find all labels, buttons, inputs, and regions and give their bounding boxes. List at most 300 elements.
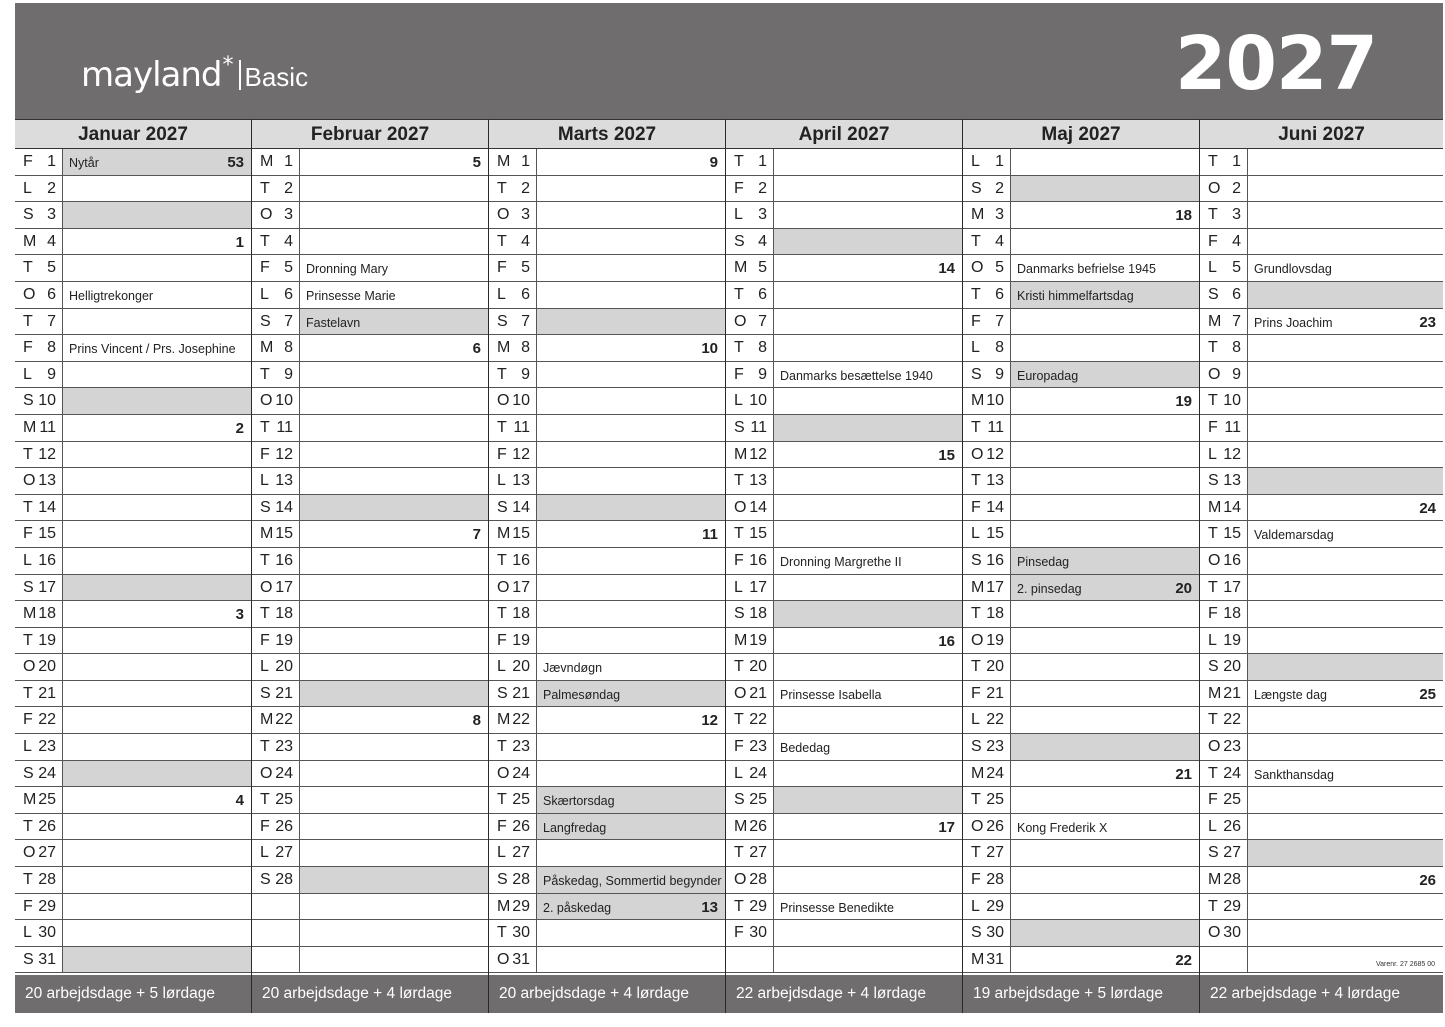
day-number: 27 — [275, 844, 293, 862]
weekday-letter: S — [260, 871, 271, 889]
day-row — [726, 495, 962, 522]
day-row — [489, 894, 725, 921]
day-cell — [726, 335, 774, 361]
weekday-letter: T — [734, 525, 744, 543]
day-row — [15, 468, 251, 495]
day-row — [726, 894, 962, 921]
day-number: 23 — [275, 738, 293, 756]
day-cell — [489, 415, 537, 441]
day-number: 17 — [1223, 578, 1241, 596]
weekday-letter: S — [1208, 285, 1219, 303]
day-row — [963, 282, 1199, 309]
day-cell — [963, 149, 1011, 175]
weekday-letter: T — [971, 791, 981, 809]
weekday-letter: L — [1208, 445, 1217, 463]
day-cell — [252, 840, 300, 866]
day-row — [726, 255, 962, 282]
day-cell — [489, 282, 537, 308]
weekday-letter: S — [734, 418, 745, 436]
day-number: 19 — [38, 631, 56, 649]
day-row — [15, 814, 251, 841]
weekday-letter: M — [497, 897, 511, 915]
day-cell — [726, 814, 774, 840]
day-cell — [963, 176, 1011, 202]
week-number: 3 — [235, 606, 244, 624]
day-number: 3 — [1232, 206, 1241, 224]
event-cell — [774, 362, 962, 388]
event-cell — [1011, 335, 1199, 361]
weekday-letter: F — [23, 339, 33, 357]
event-cell — [537, 309, 725, 335]
day-number: 13 — [275, 472, 293, 490]
day-row — [1200, 840, 1443, 867]
event-label: Helligtrekonger — [69, 288, 154, 303]
weekday-letter: T — [971, 844, 981, 862]
event-cell — [1011, 229, 1199, 255]
day-cell — [252, 920, 300, 946]
event-cell — [1248, 442, 1443, 468]
day-cell — [726, 601, 774, 627]
day-cell — [963, 761, 1011, 787]
day-number: 20 — [38, 658, 56, 676]
day-row — [963, 229, 1199, 256]
event-cell — [63, 761, 251, 787]
day-row — [252, 548, 488, 575]
weekday-letter: F — [497, 445, 507, 463]
day-row — [1200, 867, 1443, 894]
week-number: 53 — [227, 154, 244, 171]
weekday-letter: L — [971, 153, 980, 170]
event-cell — [537, 388, 725, 414]
day-row — [1200, 149, 1443, 176]
weekday-letter: S — [734, 605, 745, 623]
day-cell — [15, 176, 63, 202]
day-number: 9 — [995, 365, 1004, 383]
weekday-letter: O — [971, 259, 984, 277]
day-row — [15, 521, 251, 548]
day-cell — [15, 734, 63, 760]
day-number: 1 — [758, 153, 767, 170]
day-number: 20 — [275, 658, 293, 676]
weekday-letter: O — [497, 764, 510, 782]
day-number: 17 — [38, 578, 56, 596]
day-row — [726, 176, 962, 203]
event-cell — [1011, 149, 1199, 175]
day-cell — [963, 840, 1011, 866]
day-number: 4 — [284, 232, 293, 250]
day-number: 30 — [749, 924, 767, 942]
day-cell — [15, 388, 63, 414]
day-row — [726, 362, 962, 389]
day-cell — [15, 787, 63, 813]
day-row — [726, 707, 962, 734]
day-number: 20 — [986, 658, 1004, 676]
event-cell — [1011, 947, 1199, 973]
day-number: 11 — [750, 418, 767, 436]
day-number: 19 — [986, 631, 1004, 649]
day-cell — [963, 255, 1011, 281]
day-number: 24 — [275, 764, 293, 782]
weekday-letter: L — [260, 285, 269, 303]
month-summary: 20 arbejdsdage + 4 lørdage — [252, 975, 488, 1013]
day-number: 18 — [38, 605, 56, 623]
event-cell — [774, 415, 962, 441]
day-number: 9 — [1232, 365, 1241, 383]
event-label: Grundlovsdag — [1254, 262, 1332, 277]
weekday-letter: F — [23, 525, 33, 543]
day-cell — [252, 229, 300, 255]
day-row — [252, 575, 488, 602]
day-cell — [726, 442, 774, 468]
weekday-letter: F — [1208, 791, 1218, 809]
week-number: 21 — [1175, 765, 1192, 783]
empty-row — [726, 947, 962, 974]
event-cell — [63, 734, 251, 760]
weekday-letter: T — [497, 791, 507, 809]
day-row — [963, 468, 1199, 495]
day-number: 2 — [47, 179, 56, 197]
event-label: Langfredag — [543, 820, 607, 835]
event-cell — [63, 601, 251, 627]
weekday-letter: T — [23, 312, 33, 330]
event-cell — [300, 229, 488, 255]
event-cell — [774, 442, 962, 468]
weekday-letter: F — [971, 498, 981, 516]
weekday-letter: T — [260, 179, 270, 197]
day-cell — [15, 920, 63, 946]
day-row — [15, 255, 251, 282]
weekday-letter: F — [734, 179, 744, 197]
weekday-letter: L — [971, 525, 980, 543]
day-cell — [1200, 761, 1248, 787]
day-number: 16 — [275, 551, 293, 569]
event-label: 2. påskedag — [543, 900, 612, 915]
day-cell — [489, 149, 537, 175]
day-row — [726, 388, 962, 415]
day-number: 29 — [749, 897, 767, 915]
day-row — [15, 442, 251, 469]
event-cell — [300, 282, 488, 308]
day-cell — [489, 229, 537, 255]
day-row — [726, 734, 962, 761]
day-row — [726, 867, 962, 894]
event-cell — [1011, 521, 1199, 547]
event-cell — [63, 521, 251, 547]
month-column — [726, 119, 963, 1013]
event-cell — [300, 867, 488, 893]
day-number: 28 — [275, 871, 293, 889]
day-number: 20 — [749, 658, 767, 676]
event-label: Kristi himmelfartsdag — [1017, 288, 1134, 303]
day-number: 26 — [512, 817, 530, 835]
day-number: 15 — [275, 525, 293, 543]
event-cell — [1011, 654, 1199, 680]
event-cell — [63, 255, 251, 281]
day-row — [15, 654, 251, 681]
event-cell — [1248, 176, 1443, 202]
day-row — [489, 176, 725, 203]
day-cell — [489, 521, 537, 547]
day-row — [726, 149, 962, 176]
weekday-letter: M — [497, 711, 511, 729]
event-cell — [300, 707, 488, 733]
day-row — [15, 495, 251, 522]
day-row — [489, 495, 725, 522]
empty-row — [252, 920, 488, 947]
event-cell — [537, 468, 725, 494]
weekday-letter: M — [260, 153, 274, 170]
weekday-letter: S — [260, 684, 271, 702]
day-cell — [726, 388, 774, 414]
day-cell — [726, 521, 774, 547]
event-cell — [1011, 362, 1199, 388]
day-number: 21 — [512, 684, 530, 702]
day-cell — [252, 548, 300, 574]
event-label: Prinsesse Benedikte — [780, 900, 894, 915]
weekday-letter: F — [260, 445, 270, 463]
weekday-letter: T — [1208, 525, 1218, 543]
weekday-letter: F — [23, 153, 33, 170]
weekday-letter: M — [1208, 498, 1222, 516]
day-number: 31 — [986, 950, 1004, 968]
event-cell — [774, 601, 962, 627]
day-number: 20 — [512, 658, 530, 676]
day-number: 21 — [38, 684, 56, 702]
weekday-letter: T — [23, 684, 33, 702]
day-row — [963, 149, 1199, 176]
day-row — [252, 707, 488, 734]
event-cell — [1011, 415, 1199, 441]
event-cell — [1248, 707, 1443, 733]
event-cell — [537, 787, 725, 813]
day-row — [1200, 787, 1443, 814]
day-row — [963, 947, 1199, 974]
day-cell — [1200, 309, 1248, 335]
event-label: 2. pinsedag — [1017, 581, 1082, 596]
day-number: 23 — [1223, 738, 1241, 756]
event-cell — [537, 628, 725, 654]
event-cell — [774, 734, 962, 760]
event-cell — [63, 894, 251, 920]
event-label: Længste dag — [1254, 687, 1327, 702]
weekday-letter: O — [971, 631, 984, 649]
day-cell — [726, 415, 774, 441]
day-cell — [489, 840, 537, 866]
day-cell — [252, 309, 300, 335]
event-cell — [300, 495, 488, 521]
day-number: 10 — [512, 392, 530, 410]
day-row — [1200, 442, 1443, 469]
day-cell — [489, 468, 537, 494]
month-column — [252, 119, 489, 1013]
day-cell — [963, 707, 1011, 733]
event-cell — [1011, 601, 1199, 627]
day-row — [963, 894, 1199, 921]
day-row — [15, 575, 251, 602]
day-row — [963, 761, 1199, 788]
day-row — [489, 202, 725, 229]
day-row — [252, 787, 488, 814]
weekday-letter: S — [1208, 658, 1219, 676]
day-number: 29 — [986, 897, 1004, 915]
day-cell — [1200, 840, 1248, 866]
day-row — [1200, 734, 1443, 761]
day-number: 7 — [521, 312, 530, 330]
event-cell — [537, 229, 725, 255]
weekday-letter: T — [23, 817, 33, 835]
day-cell — [15, 867, 63, 893]
event-cell — [1011, 309, 1199, 335]
day-row — [252, 388, 488, 415]
day-number: 15 — [986, 525, 1004, 543]
day-row — [15, 601, 251, 628]
weekday-letter: L — [260, 658, 269, 676]
day-row — [489, 442, 725, 469]
day-row — [252, 149, 488, 176]
event-cell — [1248, 415, 1443, 441]
week-number: 7 — [472, 526, 481, 544]
day-row — [489, 415, 725, 442]
day-number: 6 — [1232, 285, 1241, 303]
event-cell — [537, 734, 725, 760]
event-cell — [1011, 255, 1199, 281]
weekday-letter: T — [260, 232, 270, 250]
event-cell — [300, 894, 488, 920]
event-cell — [63, 628, 251, 654]
event-cell — [774, 229, 962, 255]
day-number: 27 — [38, 844, 56, 862]
event-cell — [63, 388, 251, 414]
weekday-letter: O — [23, 658, 36, 676]
weekday-letter: T — [734, 285, 744, 303]
event-cell — [1248, 335, 1443, 361]
event-cell — [63, 681, 251, 707]
weekday-letter: T — [23, 445, 33, 463]
event-cell — [774, 335, 962, 361]
day-cell — [489, 814, 537, 840]
day-row — [252, 654, 488, 681]
event-cell — [1011, 176, 1199, 202]
day-number: 25 — [986, 791, 1004, 809]
day-cell — [726, 468, 774, 494]
day-cell — [489, 761, 537, 787]
event-cell — [63, 654, 251, 680]
event-label: Nytår — [69, 156, 99, 170]
day-row — [726, 309, 962, 336]
weekday-letter: T — [23, 871, 33, 889]
year-title: 2027 — [1175, 21, 1377, 107]
day-cell — [252, 575, 300, 601]
day-row — [15, 867, 251, 894]
day-row — [726, 654, 962, 681]
day-row — [489, 681, 725, 708]
day-row — [963, 362, 1199, 389]
event-cell — [63, 814, 251, 840]
event-cell — [1248, 761, 1443, 787]
day-cell — [489, 202, 537, 228]
day-cell — [15, 202, 63, 228]
day-row — [489, 761, 725, 788]
day-cell — [252, 335, 300, 361]
day-cell — [726, 654, 774, 680]
day-number: 14 — [512, 498, 530, 516]
weekday-letter: M — [23, 605, 37, 623]
day-number: 7 — [284, 312, 293, 330]
weekday-letter: M — [971, 950, 985, 968]
weekday-letter: F — [734, 738, 744, 756]
event-cell — [1248, 388, 1443, 414]
day-cell — [1200, 229, 1248, 255]
weekday-letter: O — [734, 871, 747, 889]
weekday-letter: T — [497, 924, 507, 942]
event-label: Europadag — [1017, 368, 1079, 383]
day-number: 16 — [512, 551, 530, 569]
day-cell — [252, 176, 300, 202]
event-cell — [1248, 840, 1443, 866]
day-number: 30 — [512, 924, 530, 942]
day-number: 26 — [749, 817, 767, 835]
day-number: 13 — [1223, 472, 1241, 490]
day-cell — [252, 202, 300, 228]
event-label: Jævndøgn — [543, 661, 603, 676]
day-row — [963, 255, 1199, 282]
day-cell — [963, 894, 1011, 920]
day-number: 28 — [986, 871, 1004, 889]
day-cell — [252, 521, 300, 547]
day-number: 26 — [1223, 817, 1241, 835]
week-number: 25 — [1419, 685, 1436, 703]
event-cell — [1248, 894, 1443, 920]
weekday-letter: O — [971, 445, 984, 463]
event-cell — [1248, 601, 1443, 627]
day-number: 8 — [47, 339, 56, 357]
day-cell — [15, 761, 63, 787]
day-row — [15, 707, 251, 734]
day-number: 8 — [284, 339, 293, 357]
event-cell — [300, 388, 488, 414]
day-row — [252, 362, 488, 389]
day-row — [963, 787, 1199, 814]
day-cell — [1200, 388, 1248, 414]
day-number: 18 — [1223, 605, 1241, 623]
day-cell — [15, 309, 63, 335]
event-cell — [774, 628, 962, 654]
day-row — [252, 601, 488, 628]
weekday-letter: T — [734, 472, 744, 490]
weekday-letter: S — [734, 791, 745, 809]
day-number: 12 — [512, 445, 530, 463]
weekday-letter: L — [260, 844, 269, 862]
day-number: 18 — [512, 605, 530, 623]
event-cell — [537, 814, 725, 840]
day-cell — [726, 202, 774, 228]
event-cell — [1248, 468, 1443, 494]
day-row — [489, 867, 725, 894]
day-row — [15, 362, 251, 389]
weekday-letter: L — [497, 844, 506, 862]
day-cell — [15, 575, 63, 601]
day-row — [1200, 335, 1443, 362]
day-number: 6 — [758, 285, 767, 303]
day-row — [15, 734, 251, 761]
day-number: 25 — [749, 791, 767, 809]
month-column — [1200, 119, 1443, 1013]
day-number: 11 — [276, 418, 293, 436]
day-cell — [1200, 282, 1248, 308]
weekday-letter: T — [1208, 897, 1218, 915]
day-row — [726, 521, 962, 548]
month-summary: 22 arbejdsdage + 4 lørdage — [726, 975, 962, 1013]
